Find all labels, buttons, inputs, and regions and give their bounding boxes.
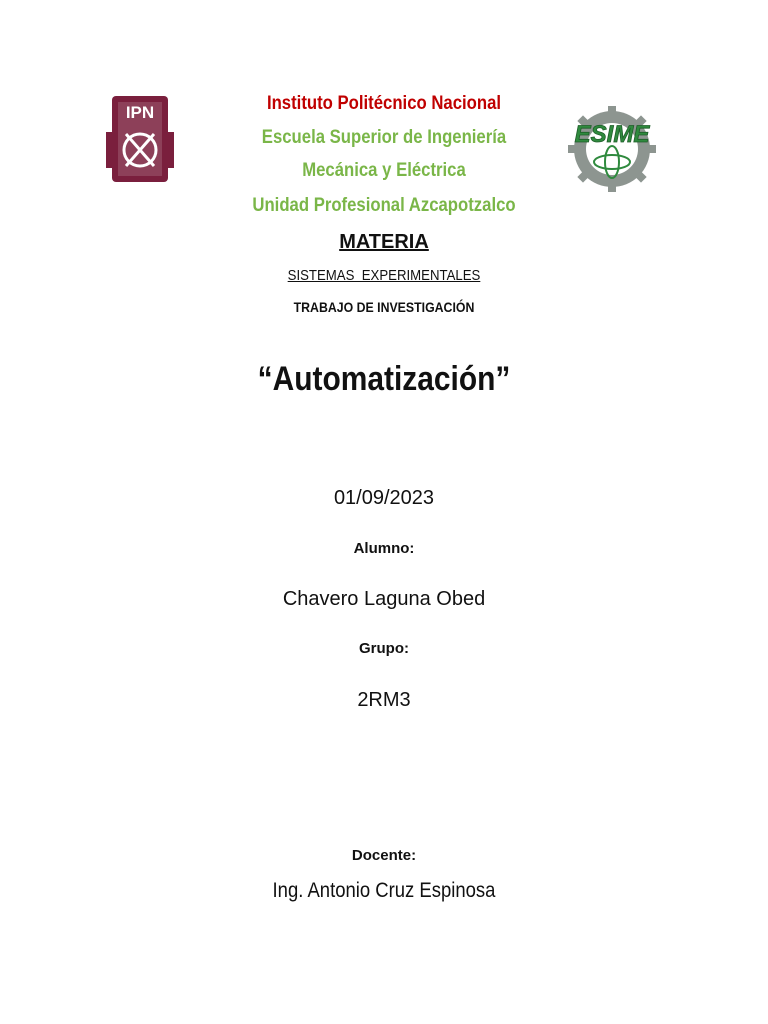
- student-label: Alumno:: [353, 540, 415, 557]
- unit-name: Unidad Profesional Azcapotzalco: [252, 195, 516, 216]
- group-label: Grupo:: [359, 640, 409, 657]
- teacher-label: Docente:: [351, 847, 417, 864]
- document-date: 01/09/2023: [333, 487, 435, 509]
- course-subject: SISTEMAS EXPERIMENTALES: [287, 267, 481, 284]
- course-heading: MATERIA: [339, 231, 429, 253]
- teacher-name: Ing. Antonio Cruz Espinosa: [272, 879, 496, 902]
- assignment-type: TRABAJO DE INVESTIGACIÓN: [293, 299, 475, 315]
- student-name: Chavero Laguna Obed: [282, 588, 486, 610]
- esime-logo-text: ESIME: [574, 121, 650, 148]
- school-name-line2: Mecánica y Eléctrica: [302, 160, 466, 181]
- school-name-line1: Escuela Superior de Ingeniería: [261, 127, 507, 148]
- institution-name: Instituto Politécnico Nacional: [266, 93, 502, 114]
- ipn-logo-text: IPN: [125, 103, 155, 122]
- group-value: 2RM3: [357, 689, 411, 711]
- document-title: “Automatización”: [257, 360, 511, 398]
